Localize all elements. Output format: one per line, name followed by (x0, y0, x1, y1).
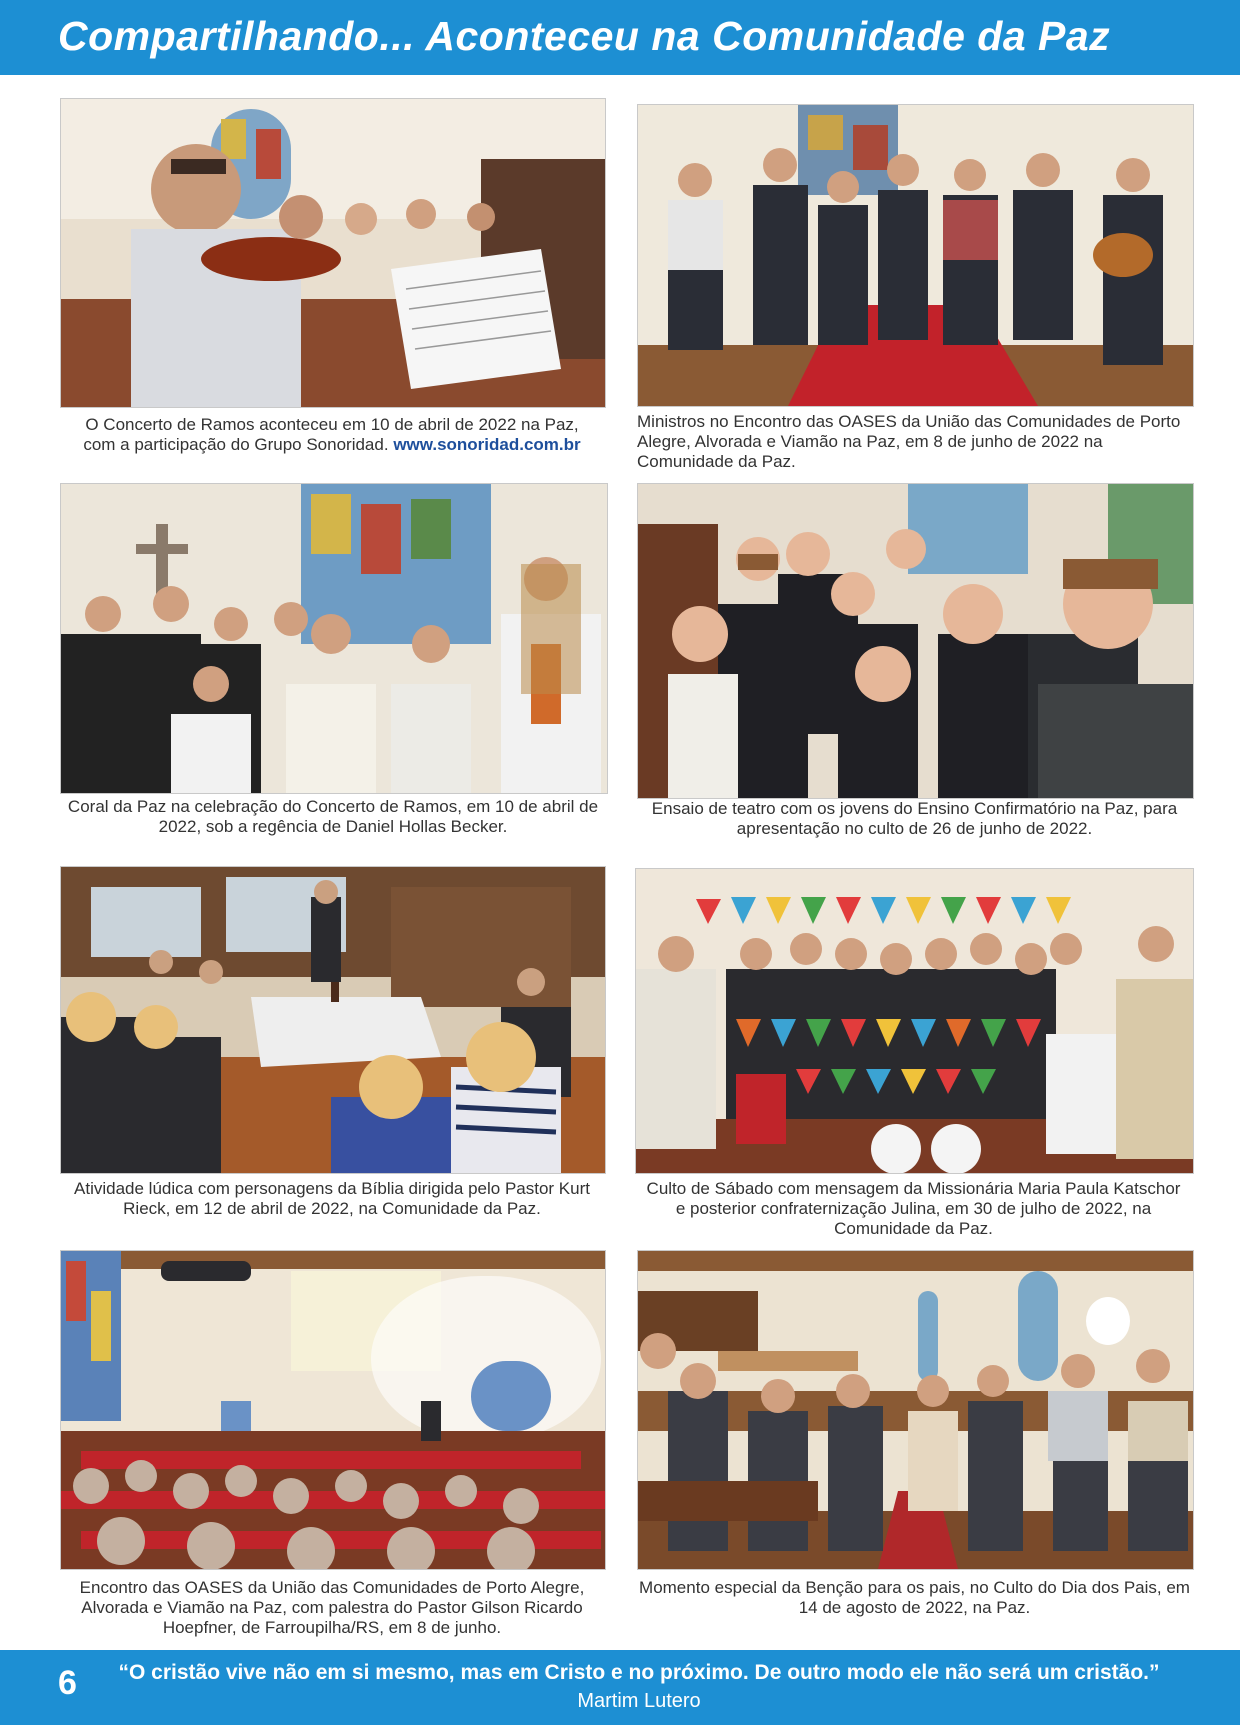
caption-text-line1: O Concerto de Ramos aconteceu em 10 de abril de 2022 na Paz, (85, 415, 579, 434)
caption-text-line2: com a participação do Grupo Sonoridad. (83, 435, 389, 454)
photo-culto-de-sabado (635, 868, 1194, 1174)
caption-concerto-de-ramos (60, 415, 604, 455)
page-footer (0, 1650, 1240, 1725)
caption-coral-da-paz: Coral da Paz na celebração do Concerto de Ramos, em 10 de abril de 2022, sob a regência de Daniel Hollas Becker. (67, 797, 599, 836)
page-title: Compartilhando... Aconteceu na Comunidade da Paz (58, 13, 1111, 59)
photo-ensaio-teatro (637, 483, 1194, 799)
page-number: 6 (58, 1664, 77, 1702)
photo-concerto-de-ramos (60, 98, 606, 408)
page-header (0, 0, 1240, 75)
photo-coral-da-paz (60, 483, 608, 794)
caption-atividade-ludica: Atividade lúdica com personagens da Bíblia dirigida pelo Pastor Kurt Rieck, em 12 de abril de 2022, na Comunidade da Paz. (74, 1179, 590, 1218)
photo-ministros-oases (637, 104, 1194, 407)
footer-quote: “O cristão vive não em si mesmo, mas em Cristo e no próximo. De outro modo ele não será um cristão.” (118, 1661, 1160, 1684)
caption-ministros-oases: Ministros no Encontro das OASES da União das Comunidades de Porto Alegre, Alvorada e Viamão na Paz, em 8 de junho de 2022 na Comunidade da Paz. (637, 412, 1181, 471)
photo-atividade-ludica (60, 866, 606, 1174)
caption-ensaio-teatro: Ensaio de teatro com os jovens do Ensino Confirmatório na Paz, para apresentação no culto de 26 de junho de 2022. (651, 799, 1178, 838)
footer-quote-author: Martim Lutero (577, 1690, 701, 1712)
photo-bencao-pais (637, 1250, 1194, 1570)
caption-encontro-oases: Encontro das OASES da União das Comunidades de Porto Alegre, Alvorada e Viamão na Paz, com palestra do Pastor Gilson Ricardo Hoepfner, de Farroupilha/RS, em 8 de junho. (79, 1578, 585, 1637)
caption-bencao-pais: Momento especial da Benção para os pais, no Culto do Dia dos Pais, em 14 de agosto de 2022, na Paz. (639, 1578, 1190, 1617)
caption-culto-de-sabado: Culto de Sábado com mensagem da Missionária Maria Paula Katschor e posterior confraternização Julina, em 30 de julho de 2022, na Comunidade da Paz. (646, 1179, 1181, 1238)
photo-encontro-oases (60, 1250, 606, 1570)
sonoridad-link[interactable]: www.sonoridad.com.br (393, 435, 581, 454)
